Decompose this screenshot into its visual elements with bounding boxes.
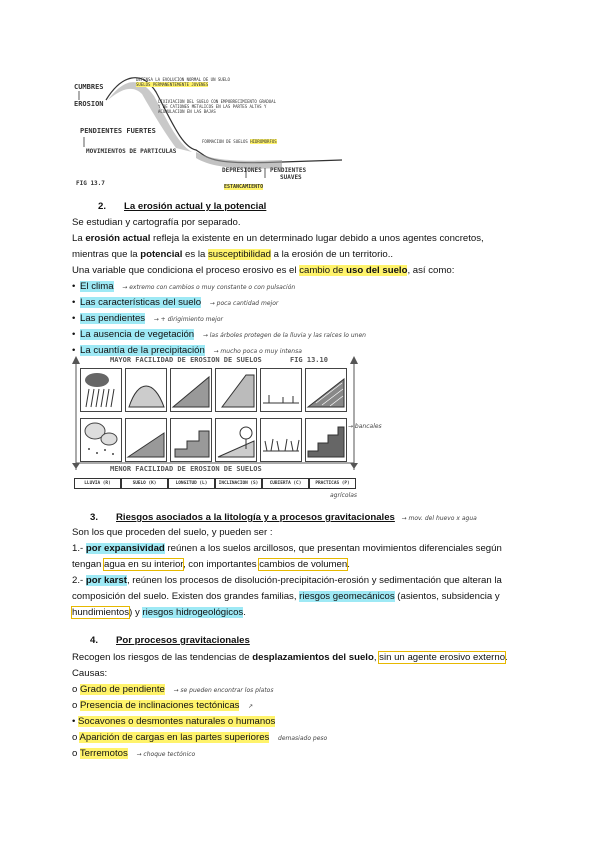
s2-bullet-clima: • El clima → extremo con cambios o muy constante o con pulsación	[72, 281, 296, 292]
gentle-slope-icon	[215, 418, 257, 462]
s4-cause-cargas: o Aparición de cargas en las partes superiores demasiado peso	[72, 732, 328, 743]
factor-legend	[74, 478, 356, 489]
short-slope-icon	[170, 418, 212, 462]
s4-cause-terremotos: o Terremotos → choque tectónico	[72, 748, 196, 759]
defensa-note: DEFENSA LA EVOLUCION NORMAL DE UN SUELO SUELOS PERMANENTEMENTE JOVENES	[136, 77, 230, 87]
sparse-cover-icon	[260, 368, 302, 412]
section-2-heading: 2. La erosión actual y la potencial	[98, 201, 267, 212]
figure-top-caption: MAYOR FACILIDAD DE EROSION DE SUELOS	[110, 356, 262, 364]
legend-cubierta: CUBIERTA (C)	[262, 478, 309, 489]
s2-bullet-suelo: • Las características del suelo → poca cantidad mejor	[72, 297, 279, 308]
legend-longitud: LONGITUD (L)	[168, 478, 215, 489]
erosion-label: EROSION	[74, 100, 104, 108]
soil-mound-icon	[125, 368, 167, 412]
s3-paragraph-6: hundimientos) y riesgos hidrogeológicos.	[72, 607, 246, 618]
factor-grid	[80, 368, 348, 465]
legend-inclinacion: INCLINACION (S)	[215, 478, 262, 489]
s2-paragraph-1: Se estudian y cartografía por separado.	[72, 217, 241, 228]
pendientes-fuertes-label: PENDIENTES FUERTES	[80, 127, 156, 135]
s4-cause-socavones: • Socavones o desmontes naturales o humanos	[72, 716, 276, 727]
s3-paragraph-5: composición del suelo. Existen dos grandes familias, riesgos geomecánicos (asientos, subsidencia y	[72, 591, 500, 602]
legend-lluvia: LLUVIA (R)	[74, 478, 121, 489]
formacion-note: FORMACION DE SUELOS HIDROMORFOS	[202, 139, 277, 144]
pendientes-suaves-label: PENDIENTES SUAVES	[270, 167, 307, 181]
s4-cause-pendiente: o Grado de pendiente → se pueden encontrar los platos	[72, 684, 274, 695]
section-3-heading: 3. Riesgos asociados a la litología y a procesos gravitacionales → mov. del huevo x agua	[90, 512, 477, 523]
dense-cover-icon	[260, 418, 302, 462]
rain-light-icon	[80, 418, 122, 462]
figure-number: FIG 13.7	[76, 180, 105, 187]
movimientos-label: MOVIMIENTOS DE PARTICULAS	[86, 148, 177, 155]
figure-number: FIG 13.10	[290, 356, 328, 364]
s2-bullet-precipitacion: • La cuantía de la precipitación → mucho poca o muy intensa	[72, 345, 302, 356]
s2-bullet-pendientes: • Las pendientes → + dirigimiento mejor	[72, 313, 223, 324]
s4-cause-inclinaciones: o Presencia de inclinaciones tectónicas ↗	[72, 700, 254, 711]
s2-bullet-vegetacion: • La ausencia de vegetación → las árboles protegen de la lluvia y las raíces lo unen	[72, 329, 366, 340]
depresiones-label: DEPRESIONES	[222, 167, 262, 174]
long-slope-icon	[170, 368, 212, 412]
s2-paragraph-2: La erosión actual refleja la existente en un determinado lugar debido a unos agentes concretos,	[72, 233, 484, 244]
s3-paragraph-2: 1.- por expansividad reúnen a los suelos arcillosos, que presentan movimientos diferenciales según	[72, 543, 502, 554]
erosion-profile-figure	[72, 72, 372, 196]
section-4-heading: 4. Por procesos gravitacionales	[90, 635, 250, 646]
s3-paragraph-4: 2.- por karst, reúnen los procesos de disolución-precipitación-erosión y sedimentación que alteran la	[72, 575, 502, 586]
erosion-factors-figure	[70, 354, 360, 489]
flat-soil-icon	[125, 418, 167, 462]
steep-slope-icon	[215, 368, 257, 412]
legend-suelo: SUELO (K)	[121, 478, 168, 489]
terraces-icon	[305, 418, 347, 462]
cumbres-label: CUMBRES	[74, 83, 104, 91]
s4-paragraph-1: Recogen los riesgos de las tendencias de desplazamientos del suelo, sin un agente erosivo externo.	[72, 652, 508, 663]
plowed-slope-icon	[305, 368, 347, 412]
rain-heavy-icon	[80, 368, 122, 412]
s2-paragraph-3: mientras que la potencial es la susceptibilidad a la erosión de un territorio..	[72, 249, 394, 260]
estancamiento-label: ESTANCAMIENTO	[224, 184, 264, 190]
lixiviacion-note: LIXIVIACION DEL SUELO CON EMPOBRECIMIENTO GRADUAL Y DE CATIONES METALICOS EN LAS PARTES ALTAS Y ACUMULACION EN LAS BAJAS	[158, 99, 277, 114]
agricolas-note: agrícolas	[330, 492, 358, 499]
figure-bottom-caption: MENOR FACILIDAD DE EROSION DE SUELOS	[110, 465, 262, 473]
s3-paragraph-1: Son los que proceden del suelo, y pueden ser :	[72, 527, 273, 538]
s4-causas-label: Causas:	[72, 668, 108, 679]
legend-practicas: PRACTICAS (P)	[309, 478, 356, 489]
s3-paragraph-3: tengan agua en su interior, con importantes cambios de volumen.	[72, 559, 350, 570]
bancales-note: → bancales	[348, 423, 382, 430]
s2-paragraph-4: Una variable que condiciona el proceso erosivo es el cambio de uso del suelo, así como:	[72, 265, 455, 276]
